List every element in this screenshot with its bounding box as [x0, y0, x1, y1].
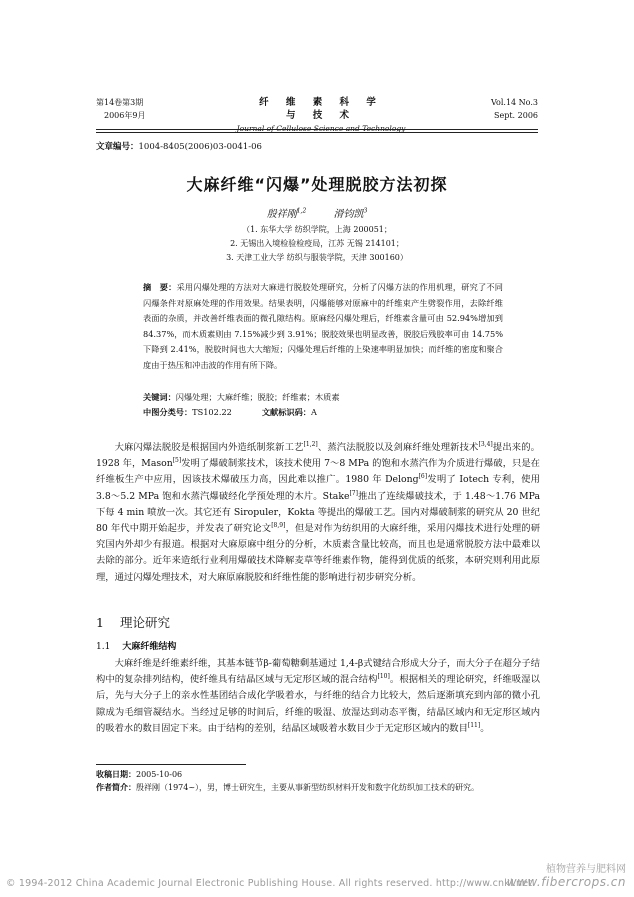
article-number — [96, 140, 262, 152]
intro-paragraph — [96, 440, 540, 586]
received-value: 2005-10-06 — [136, 770, 183, 779]
paper-title: 大麻纤维“闪爆”处理脱胶方法初探 — [186, 175, 448, 194]
footnote-rule — [96, 764, 246, 765]
abstract — [143, 280, 503, 373]
citation-mark: [6] — [418, 473, 428, 481]
affiliation-line: 3. 天津工业大学 纺织与服装学院，天津 300160） — [226, 253, 408, 262]
date-cn: 2006年9月 — [104, 111, 146, 120]
journal-name-cn: 纤 维 素 科 学 与 技 术 — [259, 97, 383, 121]
citation-mark: [8,9] — [271, 521, 286, 529]
subsection-title: 大麻纤维结构 — [122, 642, 177, 652]
author-name: 殷祥刚 — [266, 209, 297, 220]
citation-mark: [5] — [172, 457, 182, 465]
abstract-text: 采用闪爆处理的方法对大麻进行脱胶处理研究，分析了闪爆方法的作用机理，研究了不同闪爆条件对原麻处理的作用效果。结果表明，闪爆能够对原麻中的纤维束产生劈裂作用，去除纤维表面的杂质，并改善纤维表面的微孔隙结构。原麻经闪爆处理后，纤维素含量可由 52.94%增加到 84.37%，而木质素则由 7.15%减少到 3.91%；脱胶效果也明显改善，脱胶后残胶率可由 14.75%下降到 2.41%，脱胶时间也大大缩短；闪爆处理后纤维的上染速率明显加快；而纤维的密度和聚合度由于热压和冲击波的作用有所下降。 — [143, 282, 503, 370]
article-number-label: 文章编号： — [96, 142, 139, 152]
classification-label: 中图分类号： — [143, 407, 193, 417]
citation-mark: [3,4] — [478, 440, 493, 448]
keywords-text: 闪爆处理；大麻纤维；脱胶；纤维素；木质素 — [175, 392, 340, 402]
section-title: 理论研究 — [119, 615, 170, 630]
volume-issue-cn: 第14卷第3期 — [96, 98, 144, 107]
journal-name-en: Journal of Cellulose Science and Technology — [236, 124, 406, 133]
received-label: 收稿日期： — [96, 770, 136, 779]
section-heading — [96, 613, 186, 631]
author-name: 滑钧凯 — [333, 209, 364, 220]
keywords-label: 关键词： — [143, 392, 176, 402]
paragraph-text: 发明了 Iotech 专利，使用 3.8～5.2 MPa 饱和水蒸汽爆破经化学预处理的木片。Stake — [96, 474, 540, 502]
author-affil-mark: 1,2 — [296, 207, 307, 215]
header-rule — [96, 129, 538, 130]
citation-mark: [11] — [467, 721, 481, 729]
doc-code-label: 文献标识码： — [261, 407, 311, 417]
paragraph-text: 。 — [480, 722, 490, 734]
citation-mark: [7] — [349, 489, 358, 497]
paragraph-text: 、蒸汽法脱胶以及剑麻纤维处理新技术 — [317, 442, 479, 453]
paragraph-text: 提出来的。1928 年，Mason — [96, 442, 540, 470]
watermark — [507, 863, 626, 889]
citation-mark: [1,2] — [303, 440, 318, 448]
paragraph-text: 大麻纤维是纤维素纤维，其基本链节β-葡萄糖剩基通过 1,4-β式键结合形成大分子，而大分子在超分子结构中的复杂排列结构，使纤维具有结晶区域与无定形区域的混合结构 — [96, 658, 540, 686]
date-en: Sept. 2006 — [494, 111, 538, 120]
paragraph-text: ，但是对作为纺织用的大麻纤维，采用闪爆技术进行处理的研究国内外却少有报道。根据对大麻原麻中组分的分析，木质素含量比较高，而且也是通常脱胶方法中最难以去除的部分。近年来造纸行业利用爆破技术降解麦草等纤维素作物，能得到优质的纸浆，本研究则利用此原理，通过闪爆处理技术，对大麻原麻脱胶和纤维性能的影响进行初步研究分析。 — [96, 523, 540, 583]
received-date — [96, 768, 546, 781]
author-bio — [96, 781, 546, 794]
copyright-notice: © 1994-2012 China Academic Journal Electronic Publishing House. All rights reserved. http://www.cnki.net — [6, 878, 533, 889]
author — [267, 209, 307, 220]
paragraph-text: 推出了连续爆破技术，于 1.48～1.76 MPa 下每 4 min 喷放一次。其它还有 Siropuler，Kokta 等提出的爆破工艺。国内对爆破制浆的研究从 20 世纪 80 年代中期开始起步，并发表了研究论文 — [96, 490, 540, 535]
paragraph-text: 发明了爆破制浆技术，该技术使用 7～8 MPa 的饱和水蒸汽作为介质进行爆破，只是在纤维板生产中应用，因该技术爆破压力高，因此难以推广。1980 年 Delong — [96, 458, 540, 486]
header-left — [96, 96, 145, 122]
header-rule-thin — [96, 132, 538, 133]
author-bio-label: 作者简介： — [96, 783, 136, 792]
journal-header — [96, 96, 538, 133]
citation-mark: [10] — [377, 673, 390, 681]
watermark-url: www.fibercrops.cn — [506, 875, 626, 889]
affiliation-line: （1. 东华大学 纺织学院，上海 200051； — [242, 225, 392, 234]
keywords-block — [143, 390, 503, 420]
subsection-number: 1.1 — [96, 642, 111, 652]
affiliations — [0, 223, 634, 265]
article-number-value: 1004-8405(2006)03-0041-06 — [138, 142, 262, 152]
header-right — [491, 96, 538, 122]
affiliation-line: 2. 无锡出入境检验检疫局，江苏 无锡 214101； — [230, 239, 404, 248]
watermark-line: 植物营养与肥料网 — [546, 864, 626, 875]
classification — [143, 405, 503, 420]
paragraph-text: 。根据相关的理论研究，纤维吸湿以后，先与大分子上的亲水性基团结合成化学吸着水，与纤维的结合力比较大，然后逐渐填充到内部的微小孔隙成为毛细管凝结水。当经过足够的时间后，纤维的吸湿、放湿达到动态平衡，结晶区域内和无定形区域内的吸着水的数目固定下来。由于结构的差别，结晶区域吸着水数目少于无定形区域内的数目 — [96, 674, 540, 734]
author-bio-text: 殷祥刚（1974~），男，博士研究生，主要从事新型纺织材料开发和数字化纺织加工技术的研究。 — [136, 783, 480, 792]
author — [333, 209, 367, 220]
paragraph-text: 大麻闪爆法脱胶是根据国内外造纸制浆新工艺 — [114, 442, 304, 453]
volume-issue-en: Vol.14 No.3 — [491, 98, 538, 107]
author-affil-mark: 3 — [363, 207, 368, 215]
body-paragraph — [96, 656, 540, 737]
abstract-label: 摘 要： — [143, 282, 177, 292]
author-list — [0, 205, 634, 220]
footnotes — [96, 768, 546, 794]
subsection-heading — [96, 639, 176, 652]
section-number: 1 — [96, 615, 104, 630]
keywords — [143, 390, 503, 405]
doc-code-value: A — [311, 407, 317, 417]
classification-value: TS102.22 — [192, 407, 232, 417]
